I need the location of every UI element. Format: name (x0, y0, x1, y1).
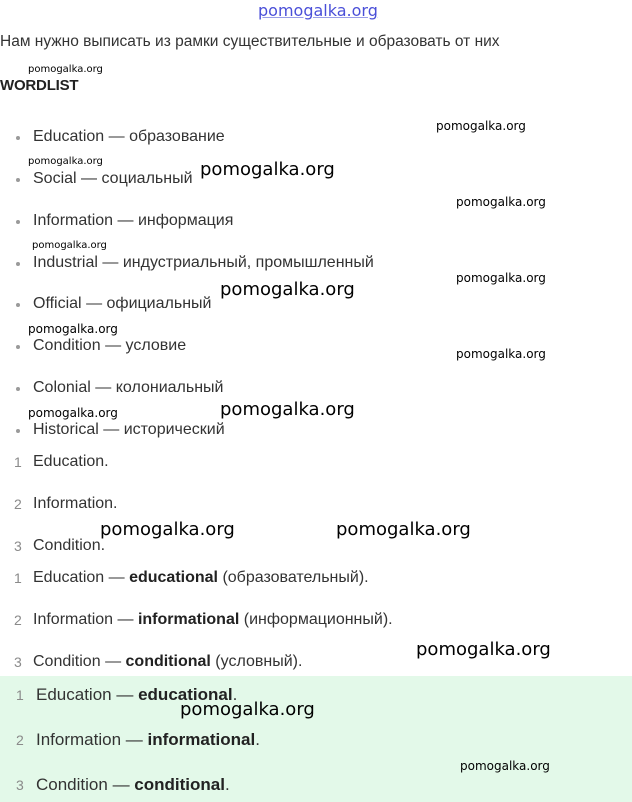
bullet-icon (16, 387, 20, 391)
site-title-link[interactable]: pomogalka.org (258, 1, 378, 20)
watermark: pomogalka.org (200, 159, 335, 180)
bullet-icon (16, 178, 20, 182)
watermark: pomogalka.org (456, 347, 546, 361)
watermark: pomogalka.org (32, 240, 107, 251)
answer-box: 1 Education — educational. 2 Information — informational. 3 Condition — conditional. (0, 676, 632, 802)
watermark: pomogalka.org (28, 64, 103, 75)
bullet-icon (16, 136, 20, 140)
watermark: pomogalka.org (28, 322, 118, 336)
watermark: pomogalka.org (220, 279, 355, 300)
watermark: pomogalka.org (460, 759, 550, 773)
bullet-icon (16, 220, 20, 224)
wordlist-heading: WORDLIST (0, 77, 79, 94)
watermark: pomogalka.org (100, 519, 235, 540)
watermark: pomogalka.org (456, 195, 546, 209)
watermark: pomogalka.org (456, 271, 546, 285)
bullet-icon (16, 262, 20, 266)
bullet-icon (16, 429, 20, 433)
watermark: pomogalka.org (28, 156, 103, 167)
task-text: Нам нужно выписать из рамки существительные и образовать от них (0, 33, 500, 50)
bullet-icon (16, 345, 20, 349)
watermark: pomogalka.org (220, 399, 355, 420)
watermark: pomogalka.org (436, 119, 526, 133)
watermark: pomogalka.org (336, 519, 471, 540)
watermark: pomogalka.org (416, 639, 551, 660)
watermark: pomogalka.org (180, 699, 315, 720)
watermark: pomogalka.org (28, 406, 118, 420)
bullet-icon (16, 303, 20, 307)
